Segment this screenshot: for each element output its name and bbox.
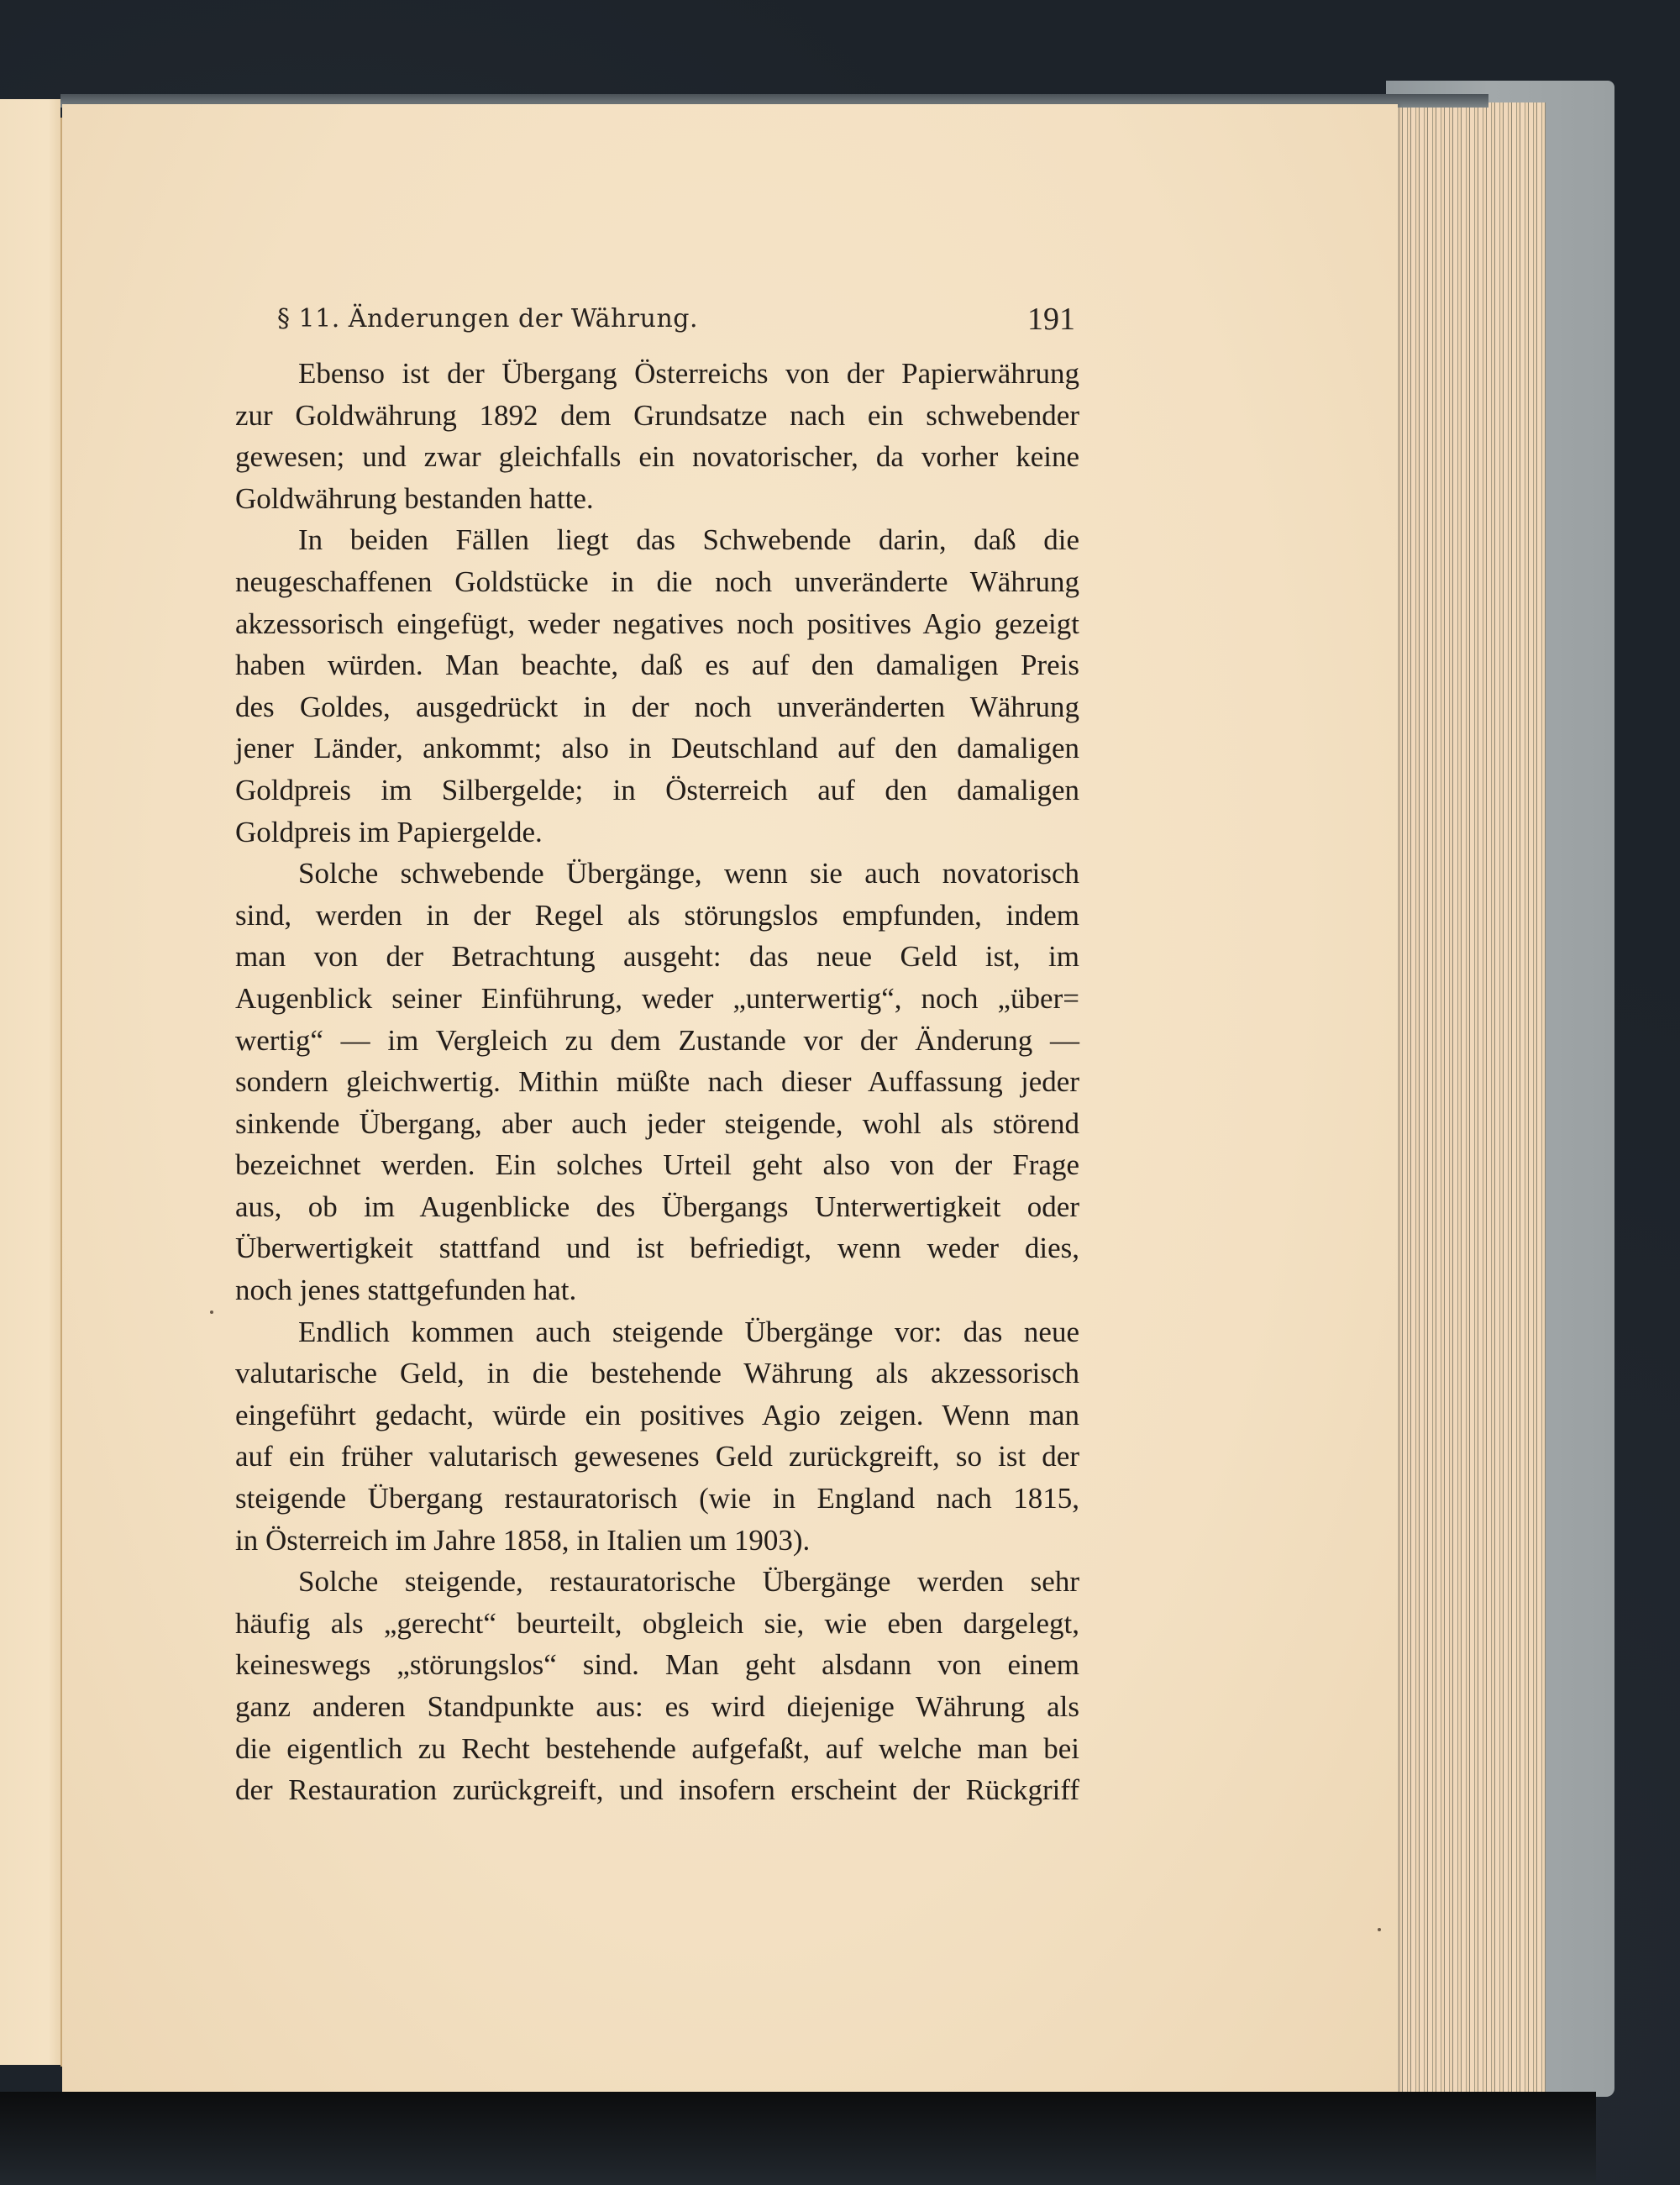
text-line: zur Goldwährung 1892 dem Grundsatze nach ein schwebender	[235, 398, 1079, 432]
text-line: Goldpreis im Papiergelde.	[235, 815, 543, 848]
text-line: Überwertigkeit stattfand und ist befriedigt, wenn weder dies,	[235, 1232, 1079, 1265]
text-line: bezeichnet werden. Ein solches Urteil geht also von der Frage	[235, 1148, 1079, 1182]
page-header	[277, 304, 1075, 355]
text-line: die eigentlich zu Recht bestehende aufgefaßt, auf welche man bei	[235, 1731, 1079, 1765]
text-line: des Goldes, ausgedrückt in der noch unveränderten Währung	[235, 690, 1079, 723]
gutter	[60, 118, 62, 2067]
text-line: sinkende Übergang, aber auch jeder steigende, wohl als störend	[235, 1106, 1079, 1140]
paragraph	[235, 853, 1079, 1311]
paragraph	[235, 353, 1079, 519]
text-line: gewesen; und zwar gleichfalls ein novatorischer, da vorher keine	[235, 440, 1079, 474]
text-line: Ebenso ist der Übergang Österreichs von der Papierwährung	[298, 357, 1079, 390]
text-line: Endlich kommen auch steigende Übergänge vor: das neue	[298, 1315, 1079, 1348]
text-line: steigende Übergang restauratorisch (wie in England nach 1815,	[235, 1482, 1079, 1515]
text-line: man von der Betrachtung ausgeht: das neue Geld ist, im	[235, 940, 1079, 974]
text-line: noch jenes stattgefunden hat.	[235, 1274, 577, 1307]
text-line: in Österreich im Jahre 1858, in Italien um 1903).	[235, 1523, 811, 1557]
text-line: In beiden Fällen liegt das Schwebende darin, daß die	[298, 523, 1079, 557]
page-edges	[1394, 102, 1546, 2102]
text-line: Augenblick seiner Einführung, weder „unterwertig“, noch „über=	[235, 981, 1079, 1015]
text-line: häufig als „gerecht“ beurteilt, obgleich sie, wie eben dargelegt,	[235, 1606, 1079, 1640]
text-line: Goldwährung bestanden hatte.	[235, 481, 594, 515]
text-line: der Restauration zurückgreift, und insofern erscheint der Rückgriff	[235, 1773, 1079, 1807]
text-line: sondern gleichwertig. Mithin müßte nach dieser Auffassung jeder	[235, 1065, 1079, 1099]
text-line: sind, werden in der Regel als störungslos empfunden, indem	[235, 898, 1079, 932]
text-line: Solche schwebende Übergänge, wenn sie auch novatorisch	[298, 857, 1079, 890]
paper-speck	[1378, 1928, 1381, 1931]
text-line: wertig“ — im Vergleich zu dem Zustande vor der Änderung —	[235, 1023, 1079, 1057]
running-head: § 11. Änderungen der Währung.	[277, 304, 699, 334]
paragraph	[235, 519, 1079, 853]
paragraph	[235, 1561, 1079, 1811]
bottom-shadow	[0, 2092, 1596, 2185]
text-line: haben würden. Man beachte, daß es auf den damaligen Preis	[235, 649, 1079, 682]
text-line: ganz anderen Standpunkte aus: es wird diejenige Währung als	[235, 1690, 1079, 1723]
text-line: auf ein früher valutarisch gewesenes Geld zurückgreift, so ist der	[235, 1440, 1079, 1473]
paper-speck	[210, 1310, 213, 1314]
text-line: jener Länder, ankommt; also in Deutschland auf den damaligen	[235, 732, 1079, 765]
text-line: valutarische Geld, in die bestehende Währung als akzessorisch	[235, 1357, 1079, 1390]
left-page-margin	[0, 99, 60, 2065]
text-line: keineswegs „störungslos“ sind. Man geht alsdann von einem	[235, 1648, 1079, 1682]
body-text	[235, 353, 1079, 1811]
text-line: neugeschaffenen Goldstücke in die noch unveränderte Währung	[235, 565, 1079, 598]
text-line: Solche steigende, restauratorische Übergänge werden sehr	[298, 1565, 1079, 1599]
text-line: eingeführt gedacht, würde ein positives Agio zeigen. Wenn man	[235, 1398, 1079, 1431]
page-number: 191	[1027, 302, 1075, 337]
text-line: akzessorisch eingefügt, weder negatives noch positives Agio gezeigt	[235, 607, 1079, 640]
paragraph	[235, 1311, 1079, 1562]
text-line: aus, ob im Augenblicke des Übergangs Unterwertigkeit oder	[235, 1190, 1079, 1223]
text-line: Goldpreis im Silbergelde; in Österreich auf den damaligen	[235, 773, 1079, 806]
